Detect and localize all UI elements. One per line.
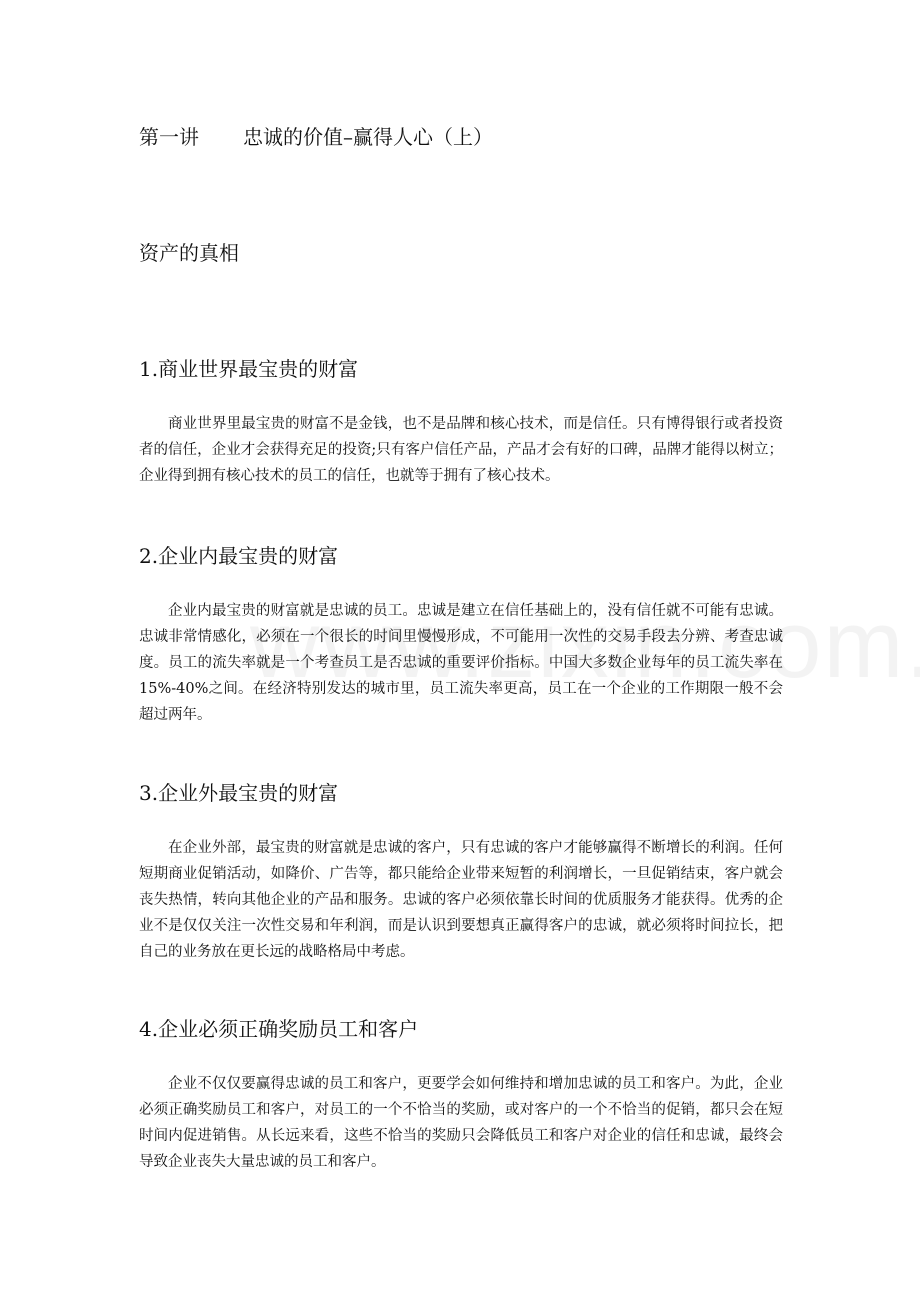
lecture-title (139, 124, 493, 150)
item-3-heading: 3.企业外最宝贵的财富 (139, 781, 339, 805)
section-title: 资产的真相 (139, 241, 239, 265)
item-2-heading: 2.企业内最宝贵的财富 (139, 544, 339, 568)
item-2-paragraph: 企业内最宝贵的财富就是忠诚的员工。忠诚是建立在信任基础上的，没有信任就不可能有忠诚。忠诚非常情感化，必须在一个很长的时间里慢慢形成，不可能用一次性的交易手段去分辨、考查忠诚度。员工的流失率就是一个考查员工是否忠诚的重要评价指标。中国大多数企业每年的员工流失率在15%-40%之间。在经济特别发达的城市里，员工流失率更高，员工在一个企业的工作期限一般不会超过两年。 (139, 603, 783, 723)
item-1-heading: 1.商业世界最宝贵的财富 (139, 357, 359, 381)
lecture-title-text: 忠诚的价值–赢得人心（上） (243, 125, 493, 149)
item-4-paragraph: 企业不仅仅要赢得忠诚的员工和客户，更要学会如何维持和增加忠诚的员工和客户。为此，企业必须正确奖励员工和客户，对员工的一个不恰当的奖励，或对客户的一个不恰当的促销，都只会在短时间内促进销售。从长远来看，这些不恰当的奖励只会降低员工和客户对企业的信任和忠诚，最终会导致企业丧失大量忠诚的员工和客户。 (139, 1076, 783, 1170)
item-3-paragraph: 在企业外部，最宝贵的财富就是忠诚的客户，只有忠诚的客户才能够赢得不断增长的利润。任何短期商业促销活动，如降价、广告等，都只能给企业带来短暂的利润增长，一旦促销结束，客户就会丧失热情，转向其他企业的产品和服务。忠诚的客户必须依靠长时间的优质服务才能获得。优秀的企业不是仅仅关注一次性交易和年利润，而是认识到要想真正赢得客户的忠诚，就必须将时间拉长，把自己的业务放在更长远的战略格局中考虑。 (139, 840, 783, 960)
item-1-paragraph: 商业世界里最宝贵的财富不是金钱，也不是品牌和核心技术，而是信任。只有博得银行或者投资者的信任，企业才会获得充足的投资;只有客户信任产品，产品才会有好的口碑，品牌才能得以树立；企业得到拥有核心技术的员工的信任，也就等于拥有了核心技术。 (139, 416, 783, 484)
item-4-heading: 4.企业必须正确奖励员工和客户 (139, 1017, 419, 1041)
lecture-number: 第一讲 (139, 125, 199, 149)
